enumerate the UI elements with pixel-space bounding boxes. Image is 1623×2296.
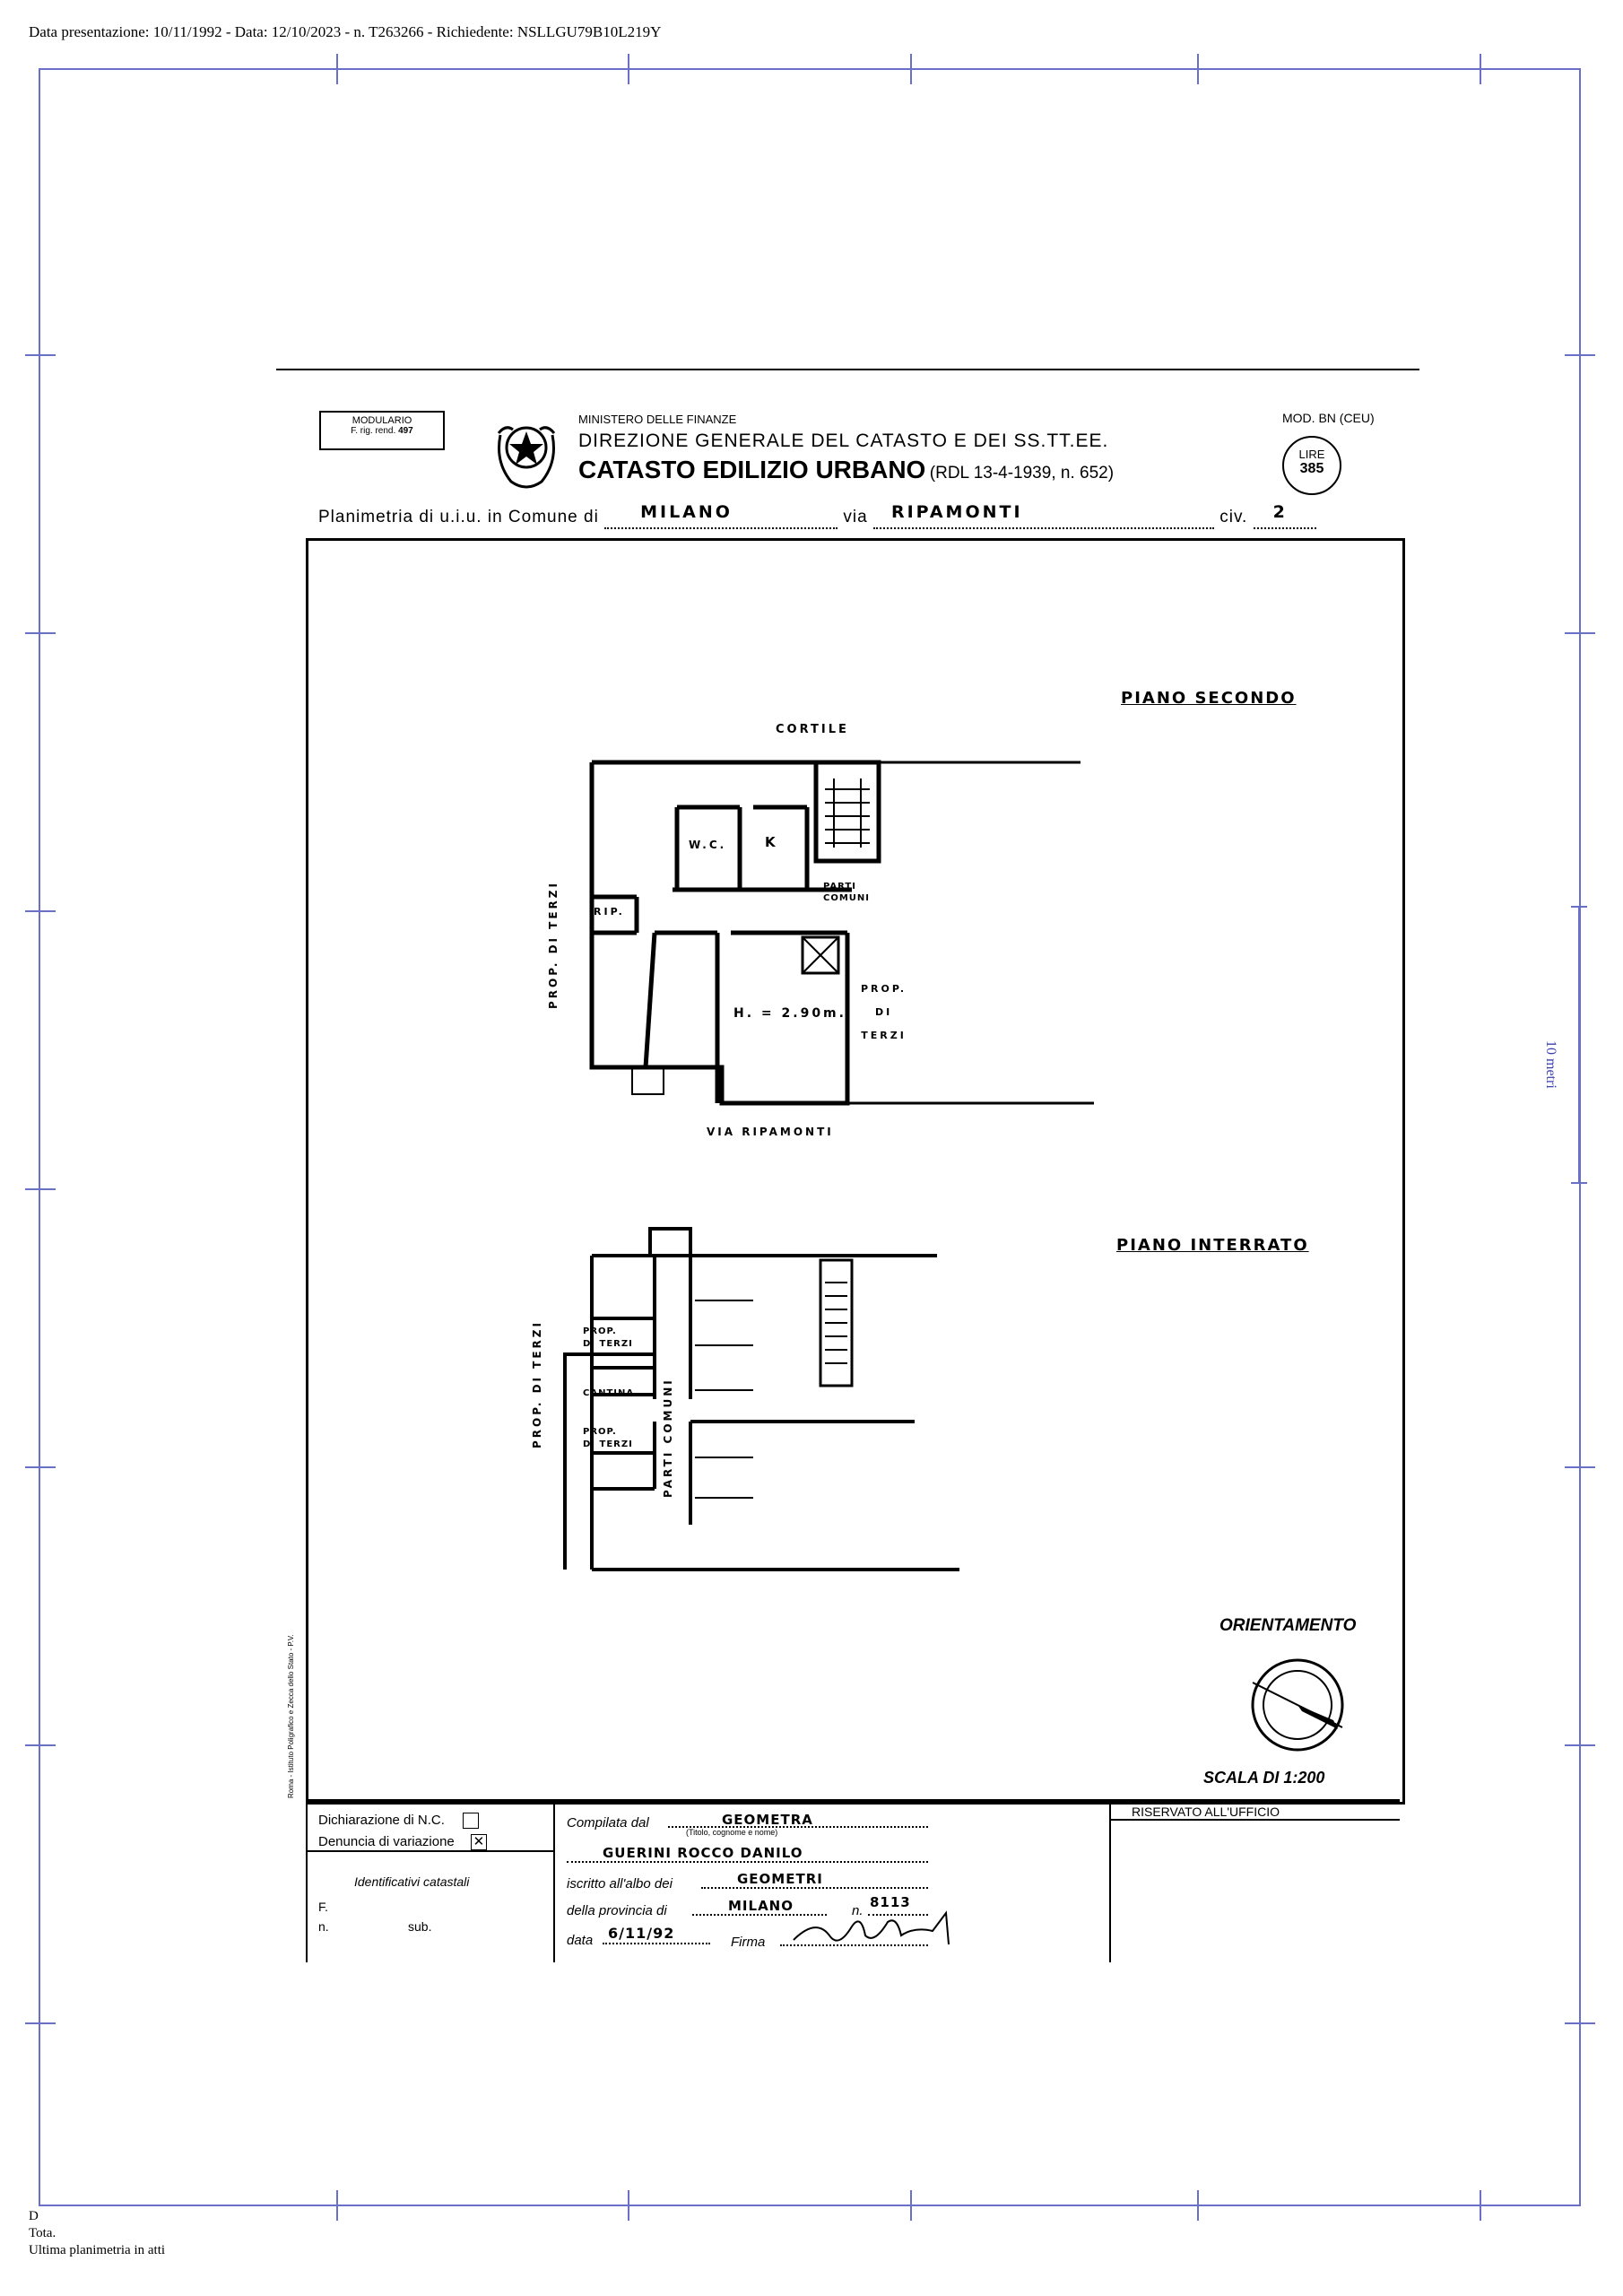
name-value: GUERINI ROCCO DANILO [603, 1845, 803, 1861]
tick [25, 1466, 56, 1468]
frame-top [39, 68, 1581, 70]
tick [1480, 2190, 1481, 2221]
comune-field [604, 502, 838, 529]
tick [25, 354, 56, 356]
civ-label: civ. [1219, 508, 1248, 526]
mod-label: MOD. BN (CEU) [1282, 411, 1375, 425]
iscritto-label: iscritto all'albo dei [567, 1876, 673, 1892]
prop-box-2-a: PROP. [583, 1427, 617, 1437]
tick [910, 2190, 912, 2221]
lire-stamp [1282, 436, 1341, 495]
tick [628, 2190, 629, 2221]
civ-value: 2 [1272, 502, 1288, 522]
orientamento-label: ORIENTAMENTO [1219, 1616, 1357, 1635]
direction-label: DIREZIONE GENERALE DEL CATASTO E DEI SS.TT.EE. [578, 430, 1109, 451]
via-field [873, 502, 1214, 529]
footer-line-3: Ultima planimetria in atti [29, 2243, 166, 2257]
name-field [567, 1845, 928, 1863]
data-label: data [567, 1933, 594, 1948]
denuncia-variazione: Denuncia di variazione [318, 1834, 455, 1849]
prop-box-1 [583, 1326, 633, 1351]
tick [910, 54, 912, 84]
rip-label: RIP. [594, 906, 625, 918]
n-prov-value: 8113 [870, 1894, 911, 1910]
riservato-label: RISERVATO ALL'UFFICIO [1132, 1805, 1280, 1819]
prop-di-terzi-right [861, 978, 907, 1048]
catasto-label: CATASTO EDILIZIO URBANO [578, 456, 926, 483]
scale-bar [1578, 906, 1581, 1184]
via-value: RIPAMONTI [890, 502, 1023, 522]
sub-label: sub. [408, 1919, 432, 1934]
cortile-label: CORTILE [776, 723, 849, 736]
provincia-label: della provincia di [567, 1903, 667, 1918]
dichiarazione-row [318, 1813, 479, 1829]
emblem-icon [491, 408, 561, 494]
scala-label: SCALA DI 1:200 [1203, 1769, 1325, 1787]
table-row-div [306, 1850, 553, 1852]
prop-box-2-b: DI TERZI [583, 1439, 633, 1449]
parti-label: PARTI [823, 882, 856, 891]
data-field [603, 1925, 710, 1944]
modulario-title: MODULARIO [352, 415, 412, 426]
tick [25, 1744, 56, 1746]
lire-label: LIRE [1298, 448, 1325, 461]
scale-bar-cap [1571, 1182, 1587, 1184]
denuncia-row [318, 1834, 487, 1850]
scale-bar-cap [1571, 906, 1587, 908]
prop-di-terzi-basement: PROP. DI TERZI [531, 1320, 543, 1448]
titolo-note: (Titolo, cognome e nome) [686, 1828, 778, 1837]
compilata-value: GEOMETRA [722, 1812, 813, 1828]
variazione-checkbox[interactable]: ✕ [471, 1834, 487, 1850]
parti-comuni-vertical: PARTI COMUNI [662, 1378, 674, 1498]
k-label: K [765, 834, 778, 850]
footer-line-2: Tota. [29, 2226, 56, 2240]
ministry-label: MINISTERO DELLE FINANZE [578, 413, 737, 426]
table-div-2 [1109, 1799, 1111, 1962]
prop-box-1-a: PROP. [583, 1326, 617, 1336]
identificativi-label: Identificativi catastali [354, 1874, 470, 1889]
f-label: F. [318, 1900, 328, 1914]
parti-comuni-label [823, 881, 870, 904]
tick [1565, 2022, 1595, 2024]
signature-icon [789, 1909, 959, 1953]
planimetria-row [318, 502, 1316, 529]
tick [1197, 54, 1199, 84]
catasto-title [578, 456, 1114, 484]
table-top [306, 1799, 1400, 1802]
tick [336, 2190, 338, 2221]
document-header: Data presentazione: 10/11/1992 - Data: 12/10/2023 - n. T263266 - Richiedente: NSLLGU79B10L219Y [29, 23, 662, 40]
prop-di-terzi-label: PROP. DI TERZI [547, 881, 560, 1009]
tick [1565, 1744, 1595, 1746]
tick [336, 54, 338, 84]
di-label: DI [874, 1006, 893, 1018]
planimetria-label: Planimetria di u.i.u. in Comune di [318, 508, 599, 526]
provincia-value: MILANO [728, 1898, 794, 1914]
tick [25, 910, 56, 912]
rdl-label: (RDL 13-4-1939, n. 652) [929, 464, 1115, 483]
terzi-label: TERZI [861, 1030, 907, 1041]
dichiarazione-nc: Dichiarazione di N.C. [318, 1813, 445, 1828]
drawing-frame [306, 538, 1405, 1805]
scale-bar-label: 10 metri [1543, 1040, 1558, 1089]
compass-icon [1248, 1656, 1347, 1754]
comune-value: MILANO [640, 502, 733, 522]
iscritto-field [701, 1871, 928, 1889]
frame-left [39, 68, 40, 2206]
via-ripamonti-label: VIA RIPAMONTI [707, 1126, 834, 1138]
tick [25, 632, 56, 634]
tick [1565, 632, 1595, 634]
modulario-num: 497 [398, 426, 413, 436]
compilata-label: Compilata dal [567, 1815, 649, 1831]
tick [628, 54, 629, 84]
lire-value: 385 [1299, 461, 1324, 476]
footer-notes [29, 2208, 165, 2259]
n-label: n. [318, 1919, 329, 1934]
tick [1480, 54, 1481, 84]
printer-note: Roma - Istituto Poligrafico e Zecca dello Stato - P.V. [287, 1634, 295, 1798]
tick [1197, 2190, 1199, 2221]
table-left [306, 1799, 308, 1962]
floor-plan-second [538, 753, 1121, 1148]
via-label: via [843, 508, 868, 526]
piano-secondo-title: PIANO SECONDO [1121, 689, 1297, 708]
iscritto-value: GEOMETRI [737, 1871, 823, 1887]
wc-label: W.C. [689, 839, 727, 851]
footer-line-1: D [29, 2209, 39, 2223]
tick [25, 1188, 56, 1190]
nc-checkbox[interactable] [463, 1813, 479, 1829]
floor-plan-basement [556, 1220, 959, 1578]
n-prov-label: n. [852, 1903, 864, 1918]
tick [25, 2022, 56, 2024]
frame-bottom [39, 2205, 1581, 2206]
data-value: 6/11/92 [608, 1925, 675, 1942]
height-label: H. = 2.90m. [733, 1006, 846, 1021]
piano-interrato-title: PIANO INTERRATO [1116, 1236, 1309, 1255]
civ-field [1254, 502, 1316, 529]
comuni-label: COMUNI [823, 893, 871, 903]
modulario-sub: F. rig. rend. [351, 426, 396, 436]
form-top-rule [276, 369, 1419, 370]
prop-label: PROP. [861, 983, 907, 995]
modulario-box [319, 411, 445, 450]
table-div-1 [553, 1799, 555, 1962]
riservato-underline [1109, 1819, 1400, 1821]
prop-box-2 [583, 1426, 633, 1451]
tick [1565, 354, 1595, 356]
prop-box-1-b: DI TERZI [583, 1339, 633, 1349]
tick [1565, 1466, 1595, 1468]
firma-label: Firma [731, 1935, 766, 1950]
cantina-label: CANTINA [583, 1388, 635, 1398]
